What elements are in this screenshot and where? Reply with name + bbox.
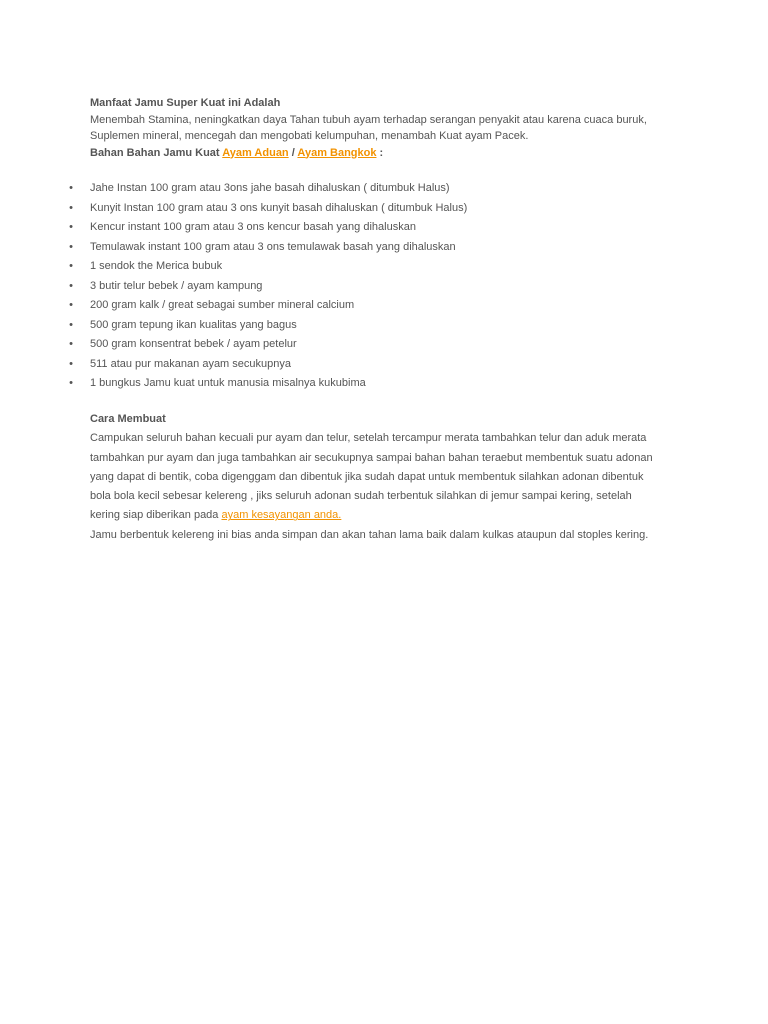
- list-item: [69, 335, 710, 355]
- bullet-icon: •: [69, 260, 73, 272]
- list-item-text: 511 atau pur makanan ayam secukupnya: [90, 357, 291, 370]
- method-text-line-2: tambahkan pur ayam dan juga tambahkan air secukupnya sampai bahan bahan teraebut membentuk suatu adonan: [90, 451, 653, 464]
- ingredients-heading-prefix: Bahan Bahan Jamu Kuat: [90, 146, 223, 159]
- ingredients-list: [69, 179, 710, 394]
- ayam-kesayangan-link[interactable]: ayam kesayangan anda.: [221, 509, 342, 522]
- list-item-text: 3 butir telur bebek / ayam kampung: [90, 279, 263, 292]
- bullet-icon: •: [69, 221, 73, 233]
- method-section: [90, 410, 680, 545]
- method-heading: Cara Membuat: [90, 413, 166, 425]
- benefits-text-line-1: Menembah Stamina, neningkatkan daya Tahan tubuh ayam terhadap serangan penyakit atau karena cuaca buruk,: [90, 113, 647, 126]
- ingredients-heading: [90, 145, 690, 162]
- list-item-text: 1 sendok the Merica bubuk: [90, 260, 223, 272]
- bullet-icon: •: [69, 338, 73, 350]
- bullet-icon: •: [69, 182, 73, 194]
- list-item: [69, 316, 710, 336]
- bullet-icon: •: [69, 377, 73, 389]
- list-item: [69, 374, 710, 394]
- list-item-text: 500 gram konsentrat bebek / ayam petelur: [90, 338, 297, 350]
- benefits-text-line-2: Suplemen mineral, mencegah dan mengobati kelumpuhan, menambah Kuat ayam Pacek.: [90, 130, 529, 142]
- list-item-text: Kunyit Instan 100 gram atau 3 ons kunyit basah dihaluskan ( ditumbuk Halus): [90, 201, 468, 214]
- bullet-icon: •: [69, 240, 73, 253]
- list-item: [69, 218, 710, 238]
- bullet-icon: •: [69, 201, 73, 214]
- list-item: [69, 296, 710, 316]
- intro-section: [90, 95, 690, 161]
- ayam-bangkok-link[interactable]: Ayam Bangkok: [297, 146, 377, 159]
- list-item-text: Kencur instant 100 gram atau 3 ons kencur basah yang dihaluskan: [90, 221, 416, 233]
- list-item-text: Temulawak instant 100 gram atau 3 ons temulawak basah yang dihaluskan: [90, 240, 456, 253]
- bullet-icon: •: [69, 357, 73, 370]
- method-text-line-6: Jamu berbentuk kelereng ini bias anda simpan dan akan tahan lama baik dalam kulkas ataupun dal stoples kering.: [90, 528, 649, 541]
- method-text-line-4: bola bola kecil sebesar kelereng , jiks seluruh adonan sudah terbentuk silahkan di jemur sampai kering, setelah: [90, 490, 632, 503]
- method-text-line-3: yang dapat di bentik, coba digenggam dan dibentuk jika sudah dapat untuk membentuk silahkan adonan dibentuk: [90, 470, 644, 483]
- list-item: [69, 179, 710, 199]
- ayam-aduan-link[interactable]: Ayam Aduan: [222, 146, 289, 159]
- list-item: [69, 238, 710, 258]
- ingredients-heading-suffix: :: [376, 146, 384, 159]
- bullet-icon: •: [69, 299, 73, 311]
- list-item: [69, 257, 710, 277]
- method-text-line-1: Campukan seluruh bahan kecuali pur ayam dan telur, setelah tercampur merata tambahkan telur dan aduk merata: [90, 432, 647, 445]
- list-item-text: 1 bungkus Jamu kuat untuk manusia misalnya kukubima: [90, 377, 366, 389]
- list-item-text: Jahe Instan 100 gram atau 3ons jahe basah dihaluskan ( ditumbuk Halus): [90, 182, 450, 194]
- method-text-line-5: [90, 506, 680, 525]
- list-item-text: 200 gram kalk / great sebagai sumber mineral calcium: [90, 299, 355, 311]
- list-item: [69, 277, 710, 297]
- bullet-icon: •: [69, 279, 73, 292]
- ingredients-heading-separator: /: [288, 146, 298, 159]
- list-item-text: 500 gram tepung ikan kualitas yang bagus: [90, 318, 297, 331]
- method-text-line-5-prefix: kering siap diberikan pada: [90, 509, 222, 522]
- list-item: [69, 355, 710, 375]
- list-item: [69, 199, 710, 219]
- bullet-icon: •: [69, 318, 73, 331]
- benefits-heading: Manfaat Jamu Super Kuat ini Adalah: [90, 97, 281, 109]
